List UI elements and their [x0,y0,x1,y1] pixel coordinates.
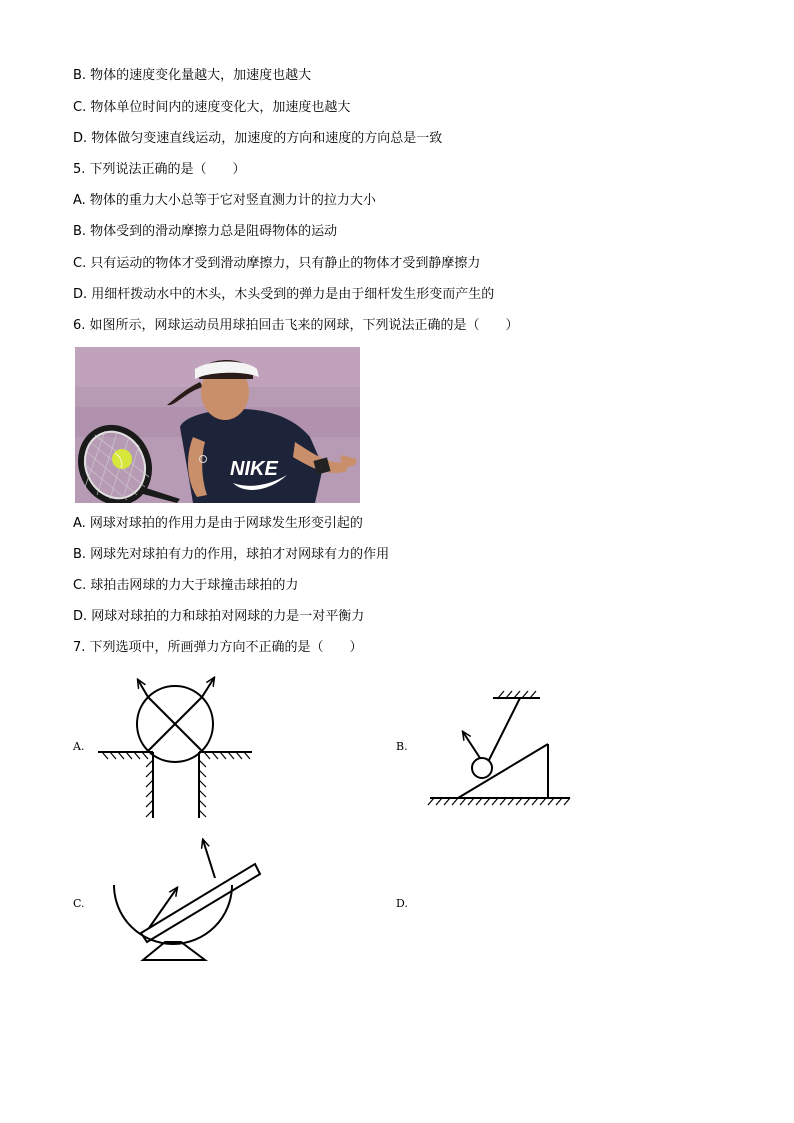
option-1c: C. 物体单位时间内的速度变化大，加速度也越大 [73,100,351,115]
tennis-player-photo [75,347,360,503]
question-6-option-a: A. 网球对球拍的作用力是由于网球发生形变引起的 [73,516,363,531]
shirt-logo: NIKE [230,458,278,480]
diagram-b [425,686,575,806]
question-5-option-b: B. 物体受到的滑动摩擦力总是阻碍物体的运动 [73,224,338,239]
question-5: 5. 下列说法正确的是（ ） [73,162,246,177]
question-7: 7. 下列选项中，所画弹力方向不正确的是（ ） [73,640,363,655]
diagram-d-label: D. [396,897,408,910]
diagram-a-label: A. [73,740,85,753]
question-5-option-a: A. 物体的重力大小总等于它对竖直测力计的拉力大小 [73,193,376,208]
question-6-option-b: B. 网球先对球拍有力的作用，球拍才对网球有力的作用 [73,547,390,562]
question-6-option-d: D. 网球对球拍的力和球拍对网球的力是一对平衡力 [73,609,365,624]
question-5-option-d: D. 用细杆拨动水中的木头，木头受到的弹力是由于细杆发生形变而产生的 [73,287,495,302]
diagram-c [105,830,265,970]
diagram-a [90,672,260,822]
question-5-option-c: C. 只有运动的物体才受到滑动摩擦力，只有静止的物体才受到静摩擦力 [73,256,481,271]
diagram-c-label: C. [73,897,85,910]
question-6: 6. 如图所示，网球运动员用球拍回击飞来的网球，下列说法正确的是（ ） [73,318,519,333]
question-6-option-c: C. 球拍击网球的力大于球撞击球拍的力 [73,578,299,593]
option-1b: B. 物体的速度变化量越大，加速度也越大 [73,68,312,83]
diagram-b-label: B. [396,740,408,753]
option-1d: D. 物体做匀变速直线运动，加速度的方向和速度的方向总是一致 [73,131,443,146]
